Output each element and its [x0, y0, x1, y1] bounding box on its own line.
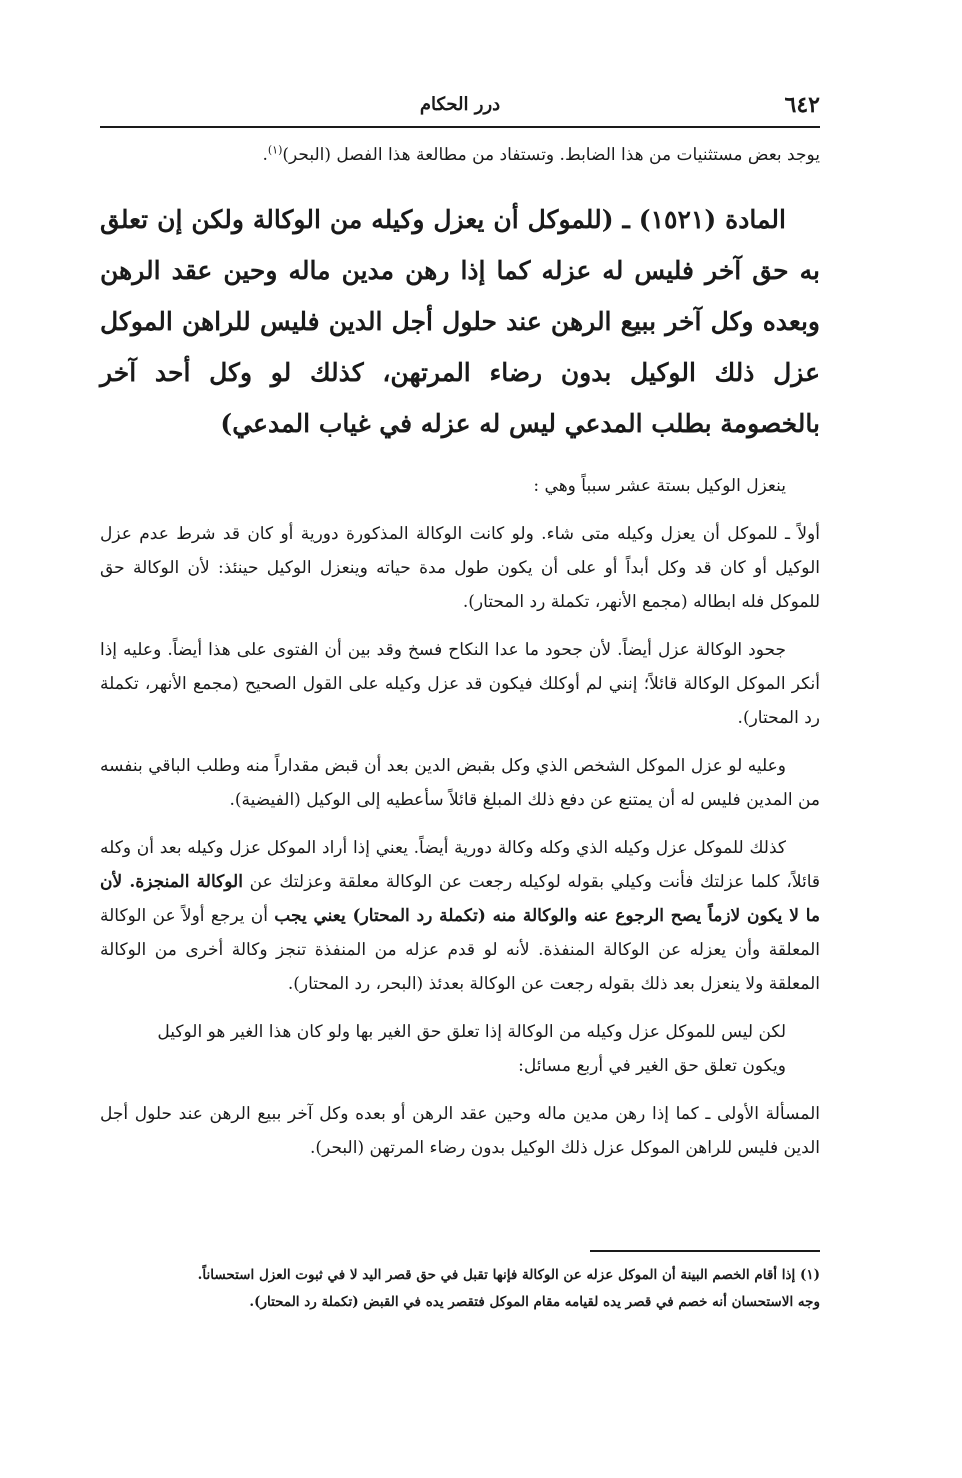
paragraph-third-party-right: لكن ليس للموكل عزل وكيله من الوكالة إذا تعلق حق الغير بها ولو كان هذا الغير هو الوكيل	[157, 1022, 786, 1042]
paragraph-first-reason: أولاً ـ للموكل أن يعزل وكيله متى شاء. ولو كانت الوكالة المذكورة دورية أو كان قد شرط عدم عزل الوكيل أو كان قد وكل أبداً أو على أن يكون طول مدة حياته وينعزل الوكيل حينئذ: لأن الوكالة حق للموكل فله ابطاله (مجمع الأنهر، تكملة رد المحتار).	[100, 524, 820, 612]
article-1521: المادة (١٥٢١) ـ (للموكل أن يعزل وكيله من الوكالة ولكن إن تعلق به حق آخر فليس له عزله كما إذا رهن مدين ماله وحين عقد الرهن وبعده وكل آخر ببيع الرهن عند حلول أجل الدين فليس للراهن الموكل عزل ذلك الوكيل بدون رضاء المرتهن، كذلك لو وكل أحد آخر بالخصومة بطلب المدعي ليس له عزله في غياب المدعي)	[100, 205, 820, 438]
footnote-1-continued: وجه الاستحسان أنه خصم في قصر يده لقيامه مقام الموكل فتقصر يده في القبض (تكملة رد المحتار).	[249, 1294, 820, 1310]
lead-end: .	[262, 145, 268, 165]
periodic-part-a: كذلك للموكل عزل وكيله الذي وكله وكالة دورية أيضاً. يعني إذا أراد الموكل عزل وكيله بعد أن وكله قائلاً، كلما عزلتك فأنت وكيلي بقوله لوكيله رجعت عن الوكالة معلقة وعزلتك عن	[100, 838, 821, 892]
paragraph-debt-collection: وعليه لو عزل الموكل الشخص الذي وكل بقبض الدين بعد أن قبض مقداراً منه وطلب الباقي بنفسه من المدين فليس له أن يمتنع عن دفع ذلك المبلغ قائلاً سأعطيه إلى الوكيل (الفيضية).	[100, 756, 820, 810]
paragraph-denial: جحود الوكالة عزل أيضاً. لأن جحود ما عدا النكاح فسخ وقد بين أن الفتوى على هذا أيضاً. وعليه إذا أنكر الموكل الوكالة قائلاً؛ إنني لم أوكلك فيكون قد عزل وكيله على القول الصحيح (مجمع الأنهر، تكملة رد المحتار).	[100, 640, 820, 728]
paragraph-periodic-agency	[100, 831, 820, 1001]
page-body	[100, 138, 820, 1179]
lead-paragraph	[100, 138, 820, 172]
header-rule	[100, 126, 820, 128]
footnote-marker: (١)	[267, 143, 283, 157]
running-title: درر الحكام	[419, 94, 501, 115]
periodic-part-c: أن يرجع أولاً عن الوكالة المعلقة وأن يعزله عن الوكالة المنفذة. لأنه لو قدم عزله من المنفذة تنجز وكالة أخرى من الوكالة المعلقة ولا ينعزل بعد ذلك بقوله رجعت عن الوكالة بعدئذ (البحر، رد المحتار).	[100, 906, 820, 994]
intro-paragraph: ينعزل الوكيل بستة عشر سبباً وهي :	[533, 476, 786, 496]
page-number: ٦٤٢	[784, 92, 820, 118]
paragraph-four-cases: ويكون تعلق حق الغير في أربع مسائل:	[518, 1056, 786, 1076]
lead-text: يوجد بعض مستثنيات من هذا الضابط. وتستفاد من مطالعة هذا الفصل (البحر)	[282, 145, 820, 165]
footnote-rule	[590, 1250, 820, 1252]
paragraph-first-case: المسألة الأولى ـ كما إذا رهن مدين ماله وحين عقد الرهن أو بعده وكل آخر ببيع الرهن عند حلول أجل الدين فليس للراهن الموكل عزل ذلك الوكيل بدون رضاء المرتهن (البحر).	[100, 1104, 820, 1158]
periodic-part-b: الوكالة المنجزة. لأن ما لا يكون لازماً يصح الرجوع عنه والوكالة منه (تكملة رد المحتار) يعني يجب	[100, 872, 820, 926]
footnotes	[100, 1262, 820, 1316]
page-header	[100, 92, 820, 128]
footnote-1: (١) إذا أقام الخصم البينة أن الموكل عزله عن الوكالة فإنها تقبل في حق قصر اليد لا في ثبوت العزل استحساناً.	[197, 1267, 820, 1283]
